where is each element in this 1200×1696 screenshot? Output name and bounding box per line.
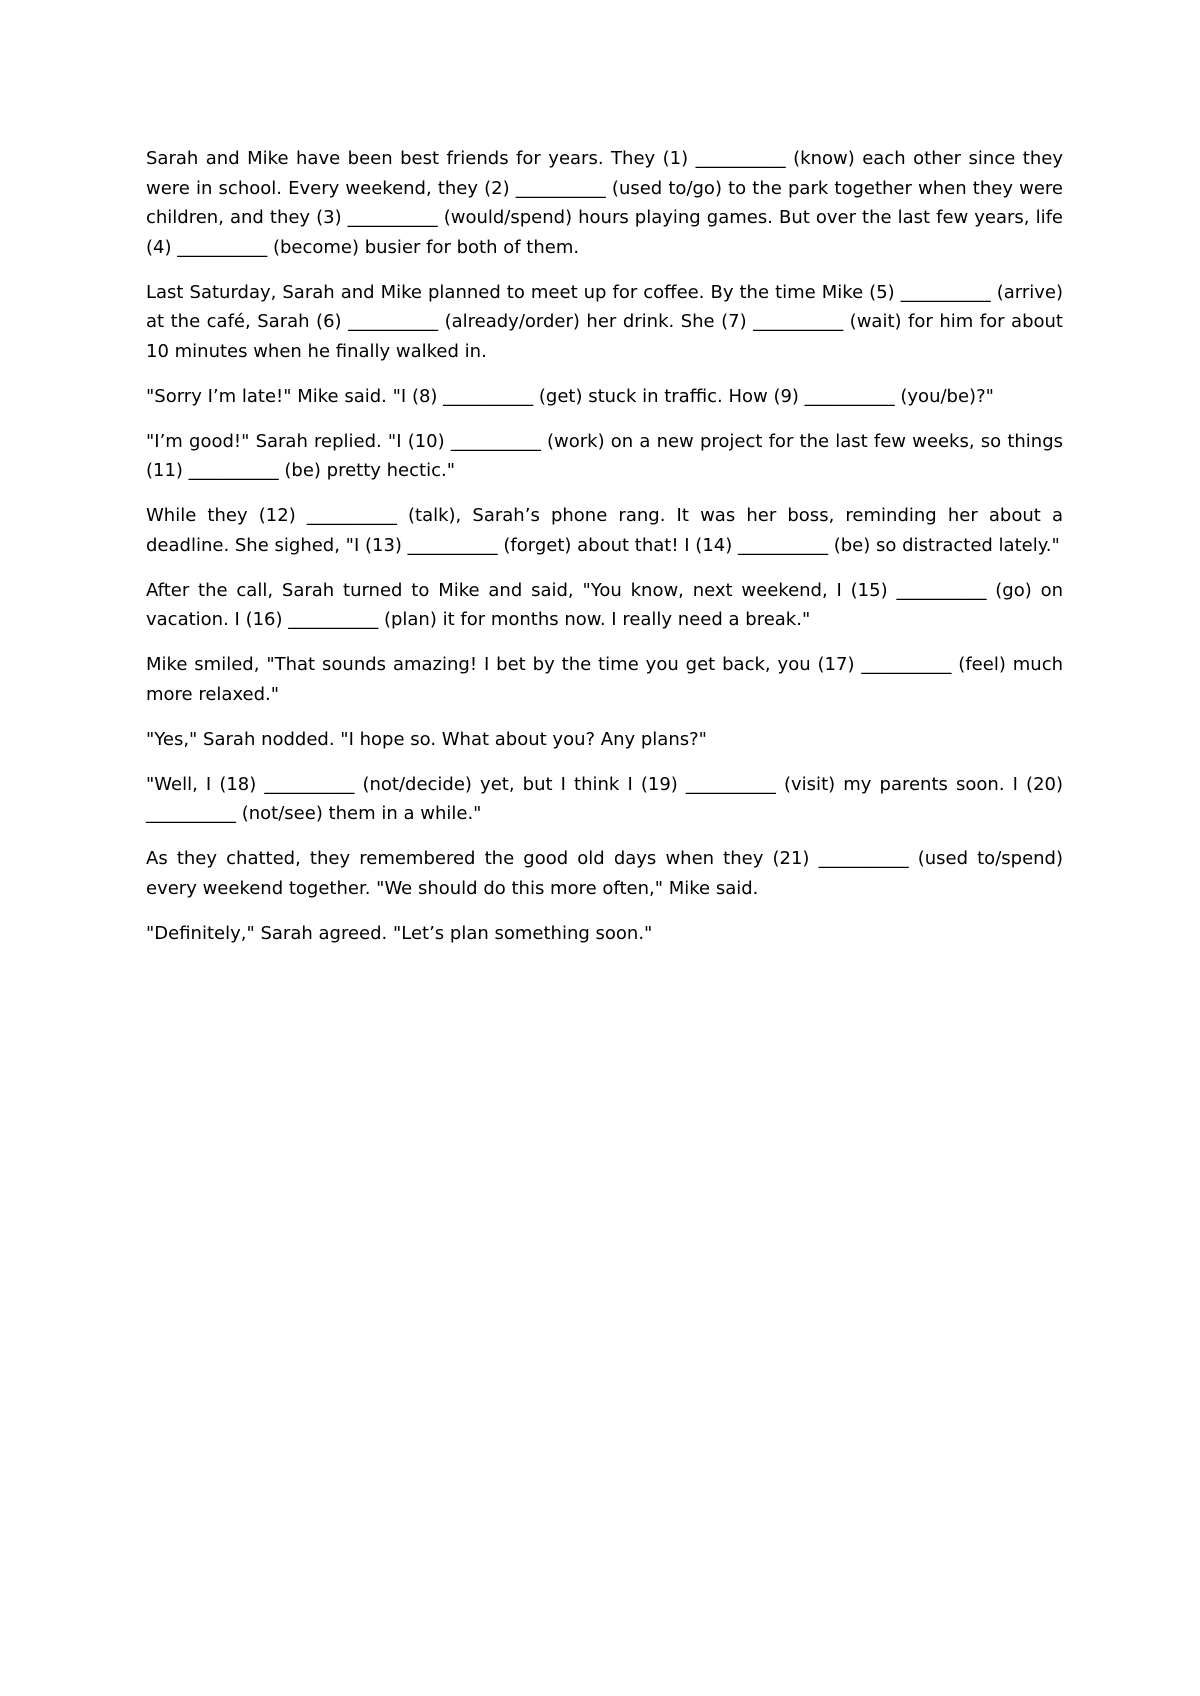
paragraph-3: "Sorry I’m late!" Mike said. "I (8) __________ (get) stuck in traffic. How (9) __________ (you/be)?" <box>146 385 994 407</box>
paragraph-5: While they (12) __________ (talk), Sarah’s phone rang. It was her boss, reminding her about a deadline. She sighed, "I (13) __________ (forget) about that! I (14) __________ (be) so distracted lately." <box>146 505 1063 556</box>
paragraph-11: "Definitely," Sarah agreed. "Let’s plan something soon." <box>146 922 653 944</box>
paragraph-1: Sarah and Mike have been best friends for years. They (1) __________ (know) each other since they were in school. Every weekend, they (2) __________ (used to/go) to the park together when they were children, and they (3) __________ (would/spend) hours playing games. But over the last few years, life (4) __________ (become) busier for both of them. <box>146 148 1063 258</box>
document-body <box>146 144 1063 964</box>
paragraph-8: "Yes," Sarah nodded. "I hope so. What about you? Any plans?" <box>146 728 707 750</box>
paragraph-10: As they chatted, they remembered the good old days when they (21) __________ (used to/spend) every weekend together. "We should do this more often," Mike said. <box>146 848 1063 899</box>
paragraph-4: "I’m good!" Sarah replied. "I (10) __________ (work) on a new project for the last few weeks, so things (11) __________ (be) pretty hectic." <box>146 430 1063 481</box>
paragraph-9: "Well, I (18) __________ (not/decide) yet, but I think I (19) __________ (visit) my parents soon. I (20) __________ (not/see) them in a while." <box>146 773 1063 824</box>
paragraph-7: Mike smiled, "That sounds amazing! I bet by the time you get back, you (17) __________ (feel) much more relaxed." <box>146 654 1063 705</box>
paragraph-2: Last Saturday, Sarah and Mike planned to meet up for coffee. By the time Mike (5) __________ (arrive) at the café, Sarah (6) __________ (already/order) her drink. She (7) __________ (wait) for him for about 10 minutes when he finally walked in. <box>146 281 1063 362</box>
paragraph-6: After the call, Sarah turned to Mike and said, "You know, next weekend, I (15) __________ (go) on vacation. I (16) __________ (plan) it for months now. I really need a break." <box>146 579 1063 630</box>
